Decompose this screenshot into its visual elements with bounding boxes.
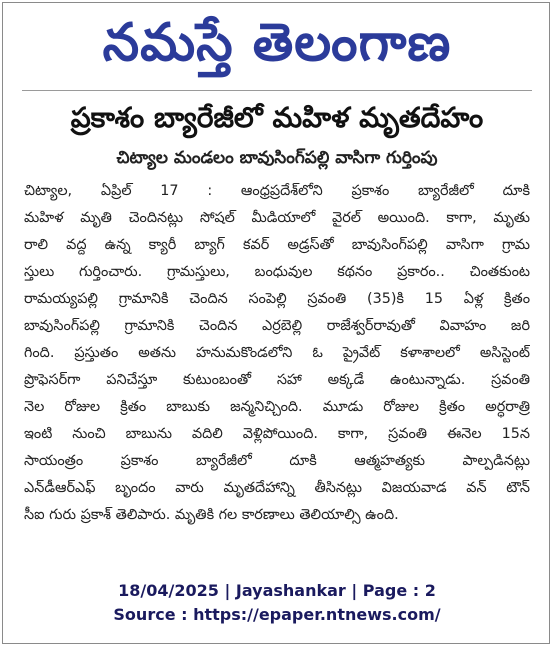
article-line: ఎన్‌డీఆర్‌ఎఫ్ బృందం వారు మృతదేహాన్ని తీసినట్లు విజయవాడ వన్ టౌన్	[24, 480, 530, 496]
article-line: బావుసింగ్‌పల్లి గ్రామానికి చెందిన ఎర్రబెల్లి రాజేశ్వర్‌రావుతో వివాహం జరి	[24, 318, 530, 334]
article-line: రాలి వద్ద ఉన్న క్యారీ బ్యాగ్ కవర్ అడ్రస్‌తో బావుసింగ్‌పల్లి వాసిగా గ్రామ	[24, 237, 530, 253]
article-line: స్తులు గుర్తించారు. గ్రామస్తులు, బంధువుల కథనం ప్రకారం.. చింతకుంట	[24, 264, 530, 280]
article-line: నెల రోజుల క్రితం బాబుకు జన్మనిచ్చింది. మూడు రోజుల క్రితం అర్ధరాత్రి	[24, 399, 530, 415]
article-subheadline: చిట్యాల మండలం బావుసింగ్‌పల్లి వాసిగా గుర్తింపు	[116, 148, 438, 168]
article-line: సీఐ గురు ప్రకాశ్ తెలిపారు. మృతికి గల కారణాలు తెలియాల్సి ఉంది.	[24, 507, 399, 523]
article-line: చిట్యాల, ఏప్రిల్ 17 : ఆంధ్రప్రదేశ్‌లోని ప్రకాశం బ్యారేజీలో దూకి	[24, 183, 530, 199]
article-line: రామయ్యపల్లి గ్రామానికి చెందిన సంపెల్లి స్రవంతి (35)కి 15 ఏళ్ల క్రితం	[24, 291, 530, 307]
article-line: ఇంటి నుంచి బాబును వదిలి వెళ్లిపోయింది. కాగా, స్రవంతి ఈనెల 15న	[24, 426, 530, 442]
article-headline: ప్రకాశం బ్యారేజీలో మహిళ మృతదేహం	[70, 101, 484, 134]
article-body	[24, 178, 530, 529]
article-line: మహిళ మృతి చెందినట్లు సోషల్ మీడియాలో వైరల్ అయింది. కాగా, మృతు	[24, 210, 530, 226]
masthead-divider	[22, 90, 532, 91]
article-line: గింది. ప్రస్తుతం అతను హనుమకొండలోని ఓ ప్రైవేట్ కళాశాలలో అసిస్టెంట్	[24, 345, 530, 361]
article-line: సాయంత్రం ప్రకాశం బ్యారేజీలో దూకి ఆత్మహత్యకు పాల్పడినట్లు	[24, 453, 530, 469]
edition-info: 18/04/2025 | Jayashankar | Page : 2	[118, 581, 436, 600]
article-line: ప్రొఫెసర్‌గా పనిచేస్తూ కుటుంబంతో సహా అక్కడే ఉంటున్నాడు. స్రవంతి	[24, 372, 530, 388]
source-link[interactable]: Source : https://epaper.ntnews.com/	[113, 605, 441, 624]
newspaper-masthead: నమస్తే తెలంగాణ	[102, 13, 452, 73]
